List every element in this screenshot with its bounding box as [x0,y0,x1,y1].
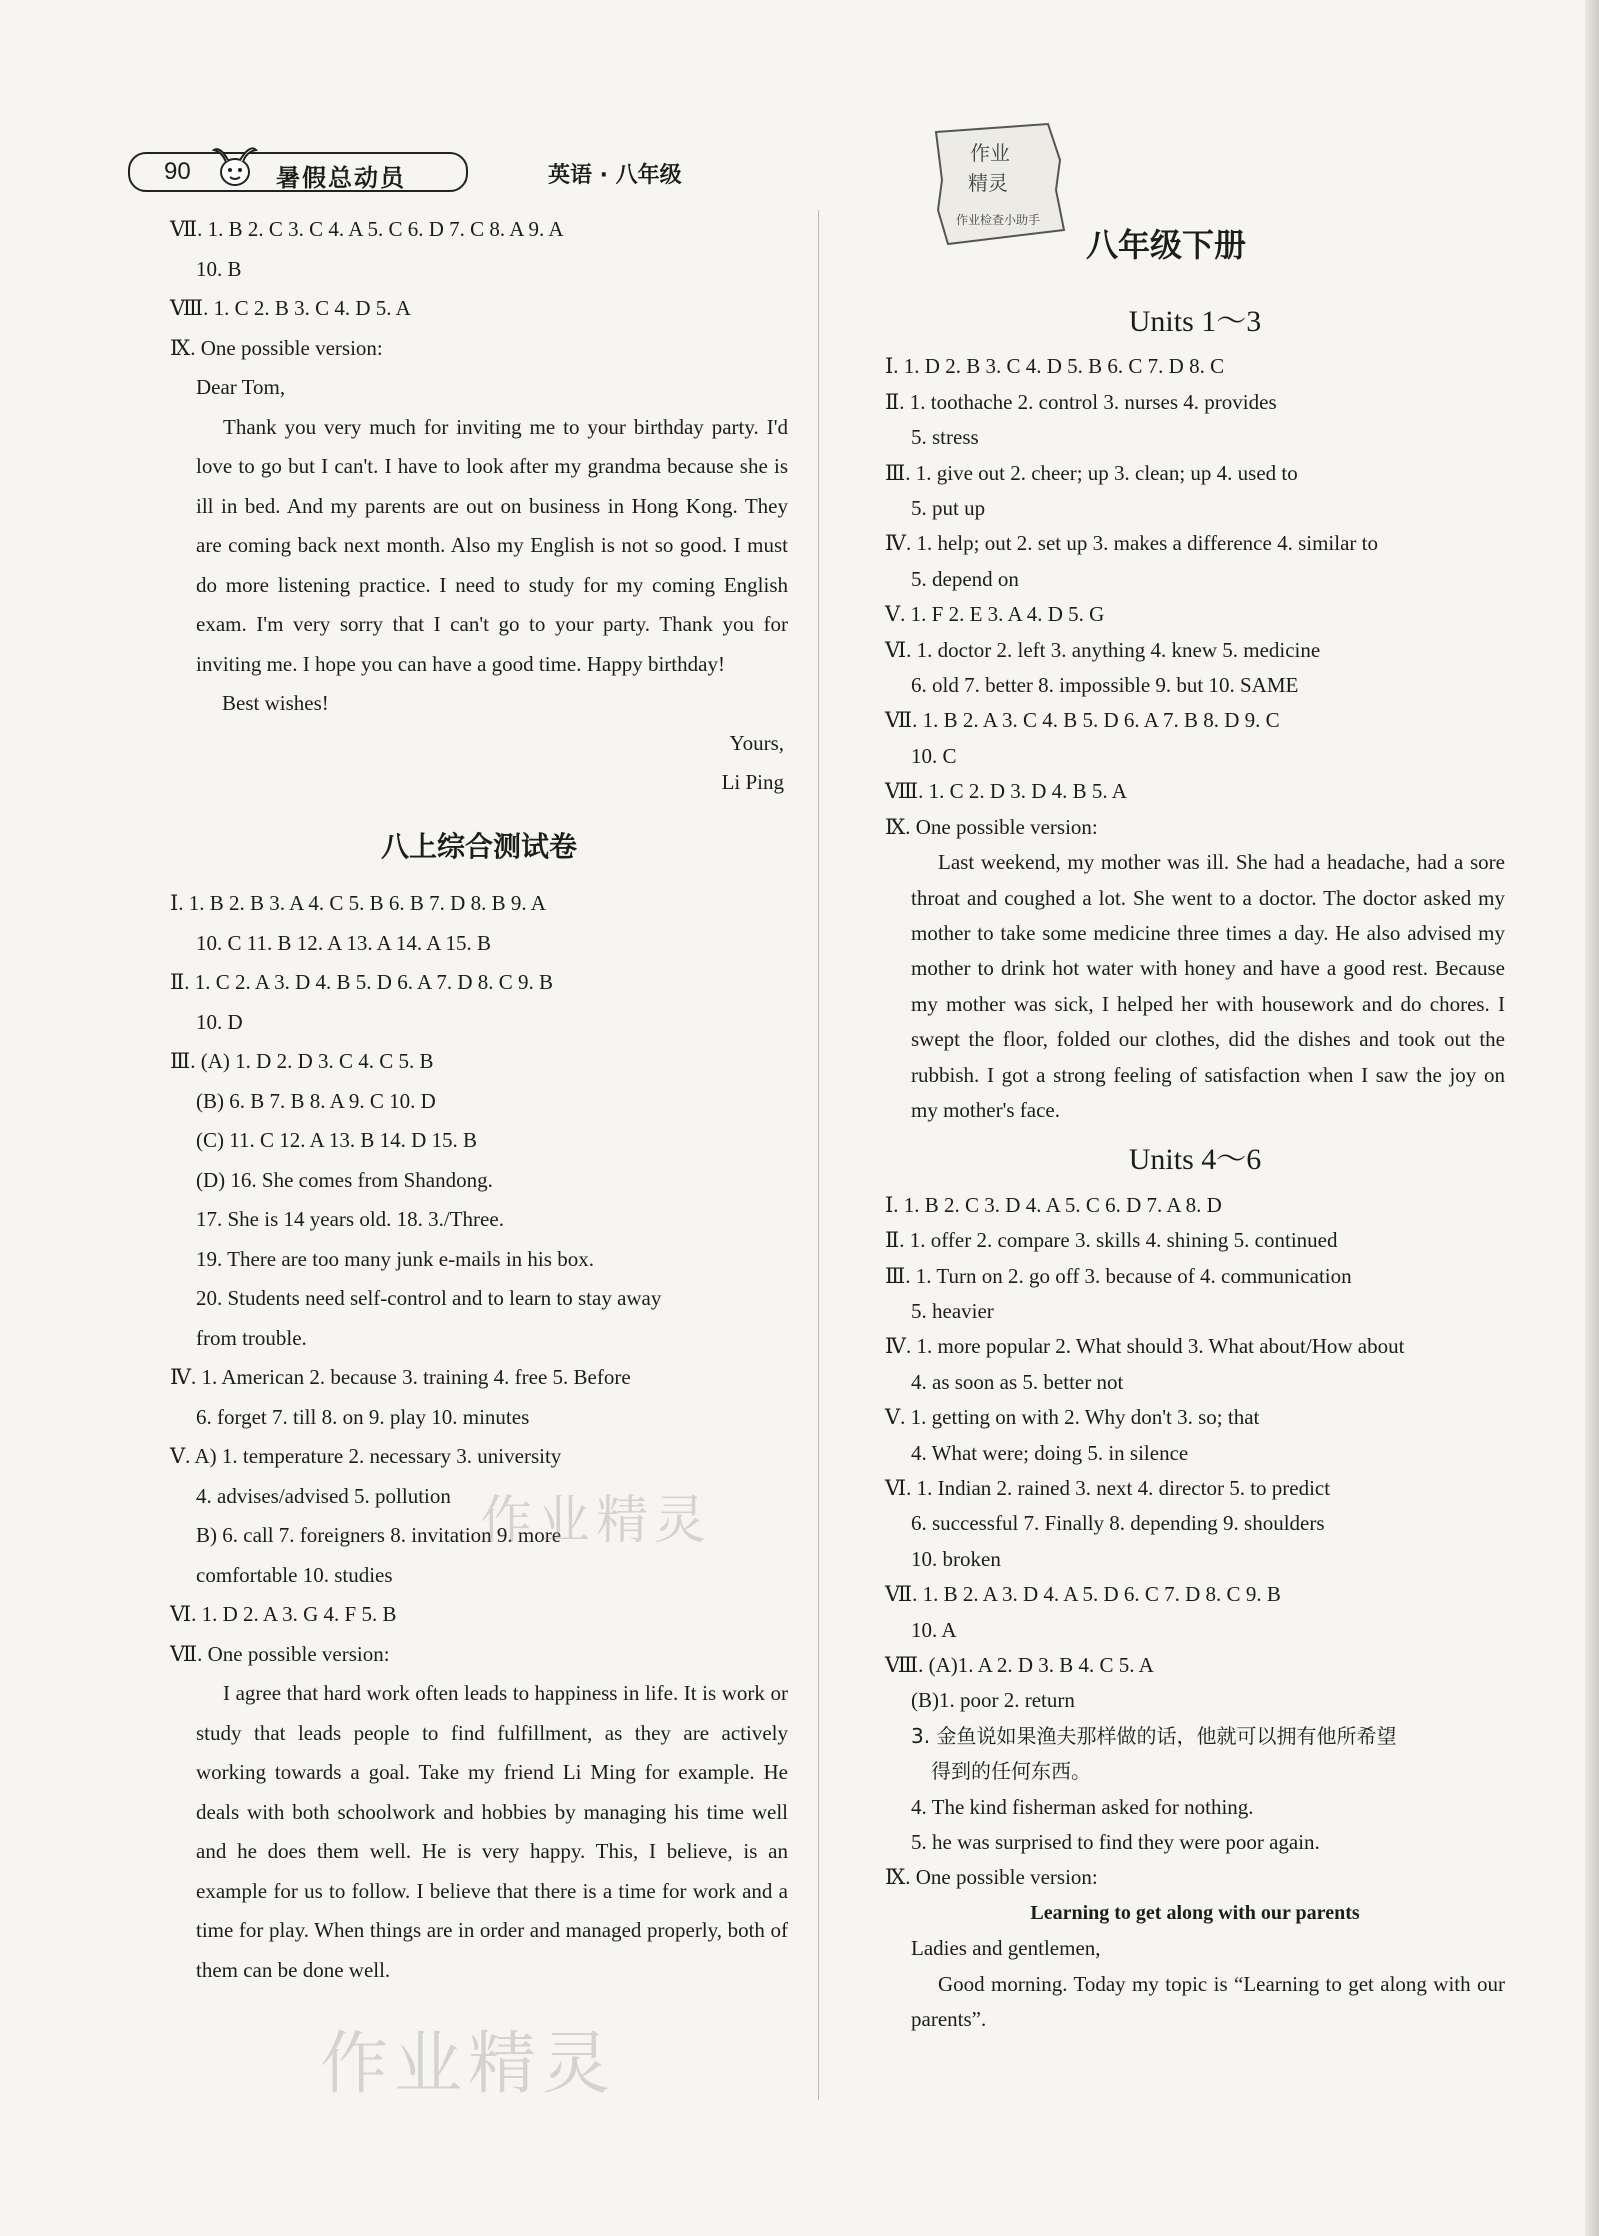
answer-line: 6. old 7. better 8. impossible 9. but 10. SAME [911,673,1299,698]
answer-line: 5. stress [911,425,979,450]
answer-line: 17. She is 14 years old. 18. 3./Three. [196,1207,504,1231]
answer-line: 10. C 11. B 12. A 13. A 14. A 15. B [196,930,492,955]
test-title: 八上综合测试卷 [380,829,577,863]
answer-line: 5. heavier [911,1298,994,1323]
letter-greeting: Dear Tom, [196,375,286,399]
answer-line: Ⅶ. 1. B 2. C 3. C 4. A 5. C 6. D 7. C 8. A 9. A [170,217,564,241]
answer-line: Ⅸ. One possible version: [170,335,383,360]
stamp-line2: 精灵 [968,171,1008,195]
answer-line: Ⅶ. 1. B 2. A 3. D 4. A 5. D 6. C 7. D 8. C 9. B [885,1582,1281,1607]
answer-line: Ⅷ. 1. C 2. B 3. C 4. D 5. A [170,296,411,320]
units-1-3-title: Units 1～3 [1128,305,1262,338]
essay-title: Learning to get along with our parents [1030,1901,1360,1924]
answer-line: Ⅷ. 1. C 2. D 3. D 4. B 5. A [885,779,1127,804]
subject-label: 英语 · 八年级 [548,163,682,188]
answer-line: 得到的任何东西。 [931,1759,1091,1784]
answer-line: Ⅶ. 1. B 2. A 3. C 4. B 5. D 6. A 7. B 8. D 9. C [885,708,1280,733]
scan-edge [1585,0,1599,2236]
essay-body: I agree that hard work often leads to happiness in life. It is work or study that leads people to find fulfillment, as they are actively working towards a goal. Take my friend Li Ming for example. He deals with both schoolwork and hobbies by managing his time well and he does them well. He is very happy. This, I believe, is an example for us to follow. I believe that there is a time for work and a time for play. When things are in order and managed properly, both of them can be done well. [196,1681,788,1982]
answer-line: Ⅳ. 1. American 2. because 3. training 4. free 5. Before [170,1365,631,1389]
left-column [170,210,788,1990]
book-title: 暑假总动员 [276,164,406,192]
stamp-logo [928,120,1068,250]
answer-line: Ⅱ. 1. C 2. A 3. D 4. B 5. D 6. A 7. D 8. C 9. B [170,970,553,994]
stamp-line3: 作业检查小助手 [955,213,1041,227]
answer-line: (D) 16. She comes from Shandong. [196,1167,493,1192]
answer-line: Ⅱ. 1. offer 2. compare 3. skills 4. shining 5. continued [885,1228,1338,1253]
answer-line: Ⅵ. 1. Indian 2. rained 3. next 4. director 5. to predict [885,1476,1331,1500]
letter-body: Thank you very much for inviting me to your birthday party. I'd love to go but I can't. I have to look after my grandma because she is ill in bed. And my parents are out on business in Hong Kong. They are coming back next month. Also my English is not so good. I must do more listening practice. I need to study for my coming English exam. I'm very sorry that I can't go to your party. Thank you for inviting me. I hope you can have a good time. Happy birthday! [196,414,788,676]
answer-line: from trouble. [196,1325,307,1350]
essay-body: Last weekend, my mother was ill. She had a headache, had a sore throat and coughed a lot. She went to a doctor. The doctor asked my mother to take some medicine three times a day. He also advised my mother to drink hot water with honey and have a good rest. Because my mother was sick, I helped her with housework and do chores. I swept the floor, folded our clothes, did the dishes and took out the rubbish. I got a strong feeling of satisfaction when I saw the joy on my mother's face. [911,850,1505,1122]
watermark: 作业精灵 [320,2025,617,2104]
answer-line: 4. The kind fisherman asked for nothing. [911,1794,1254,1819]
answer-line: Ⅸ. One possible version: [885,1865,1098,1890]
answer-line: comfortable 10. studies [196,1562,393,1587]
answer-line: Ⅴ. 1. getting on with 2. Why don't 3. so; that [885,1405,1260,1430]
answer-line: Ⅰ. 1. B 2. C 3. D 4. A 5. C 6. D 7. A 8. D [885,1192,1222,1217]
answer-line: 4. advises/advised 5. pollution [196,1483,451,1508]
essay-body: Good morning. Today my topic is “Learning to get along with our parents”. [911,1971,1505,2032]
letter-closing: Best wishes! [222,691,329,715]
answer-line: Ⅲ. (A) 1. D 2. D 3. C 4. C 5. B [170,1049,434,1073]
answer-line: 10. C [911,743,957,768]
answer-line: Ⅵ. 1. D 2. A 3. G 4. F 5. B [170,1602,397,1626]
answer-line: Ⅳ. 1. more popular 2. What should 3. What about/How about [885,1334,1405,1359]
answer-line: Ⅷ. (A)1. A 2. D 3. B 4. C 5. A [885,1653,1154,1678]
speech-greeting: Ladies and gentlemen, [911,1936,1101,1961]
answer-line: B) 6. call 7. foreigners 8. invitation 9. more [196,1523,562,1547]
answer-line: 20. Students need self-control and to learn to stay away [196,1286,662,1310]
answer-line: Ⅲ. 1. Turn on 2. go off 3. because of 4. communication [885,1263,1352,1288]
right-title: 八年级下册 [1086,226,1247,264]
answer-line: Ⅰ. 1. B 2. B 3. A 4. C 5. B 6. B 7. D 8. B 9. A [170,891,546,915]
page-number: 90 [164,158,191,185]
answer-line: Ⅱ. 1. toothache 2. control 3. nurses 4. provides [885,389,1277,414]
answer-line: 10. A [911,1617,957,1642]
right-column [885,290,1505,2038]
answer-line: 4. as soon as 5. better not [911,1369,1124,1394]
watermark: 作业精灵 [480,1491,713,1551]
answer-line: 6. successful 7. Finally 8. depending 9. shoulders [911,1511,1325,1536]
column-divider [818,210,819,2100]
letter-signature: Li Ping [721,770,784,794]
units-4-6-title: Units 4～6 [1128,1143,1262,1177]
answer-line: 5. depend on [911,566,1019,591]
answer-line: Ⅵ. 1. doctor 2. left 3. anything 4. knew 5. medicine [885,637,1321,662]
answer-line: 5. he was surprised to find they were poor again. [911,1830,1320,1855]
stamp-line1: 作业 [970,141,1010,165]
answer-line: (B) 6. B 7. B 8. A 9. C 10. D [196,1088,436,1113]
answer-line: 6. forget 7. till 8. on 9. play 10. minutes [196,1404,530,1429]
answer-line: Ⅳ. 1. help; out 2. set up 3. makes a difference 4. similar to [885,531,1378,556]
answer-line: 5. put up [911,496,986,521]
answer-line: Ⅲ. 1. give out 2. cheer; up 3. clean; up 4. used to [885,460,1298,485]
answer-line: 10. broken [911,1546,1001,1571]
answer-line: 3. 金鱼说如果渔夫那样做的话，他就可以拥有他所希望 [911,1723,1397,1748]
answer-line: Ⅶ. One possible version: [170,1641,390,1666]
answer-line: (C) 11. C 12. A 13. B 14. D 15. B [196,1128,477,1152]
answer-line: Ⅴ. 1. F 2. E 3. A 4. D 5. G [885,602,1105,627]
answer-line: (B)1. poor 2. return [911,1688,1075,1713]
answer-line: Ⅸ. One possible version: [885,814,1098,839]
letter-yours: Yours, [729,730,784,755]
answer-line: 10. D [196,1009,243,1034]
answer-line: Ⅰ. 1. D 2. B 3. C 4. D 5. B 6. C 7. D 8. C [885,354,1225,379]
answer-line: Ⅴ. A) 1. temperature 2. necessary 3. university [170,1444,562,1468]
answer-line: 10. B [196,256,242,281]
answer-line: 4. What were; doing 5. in silence [911,1440,1189,1465]
mascot-icon [210,142,260,192]
answer-line: 19. There are too many junk e-mails in his box. [196,1246,594,1271]
